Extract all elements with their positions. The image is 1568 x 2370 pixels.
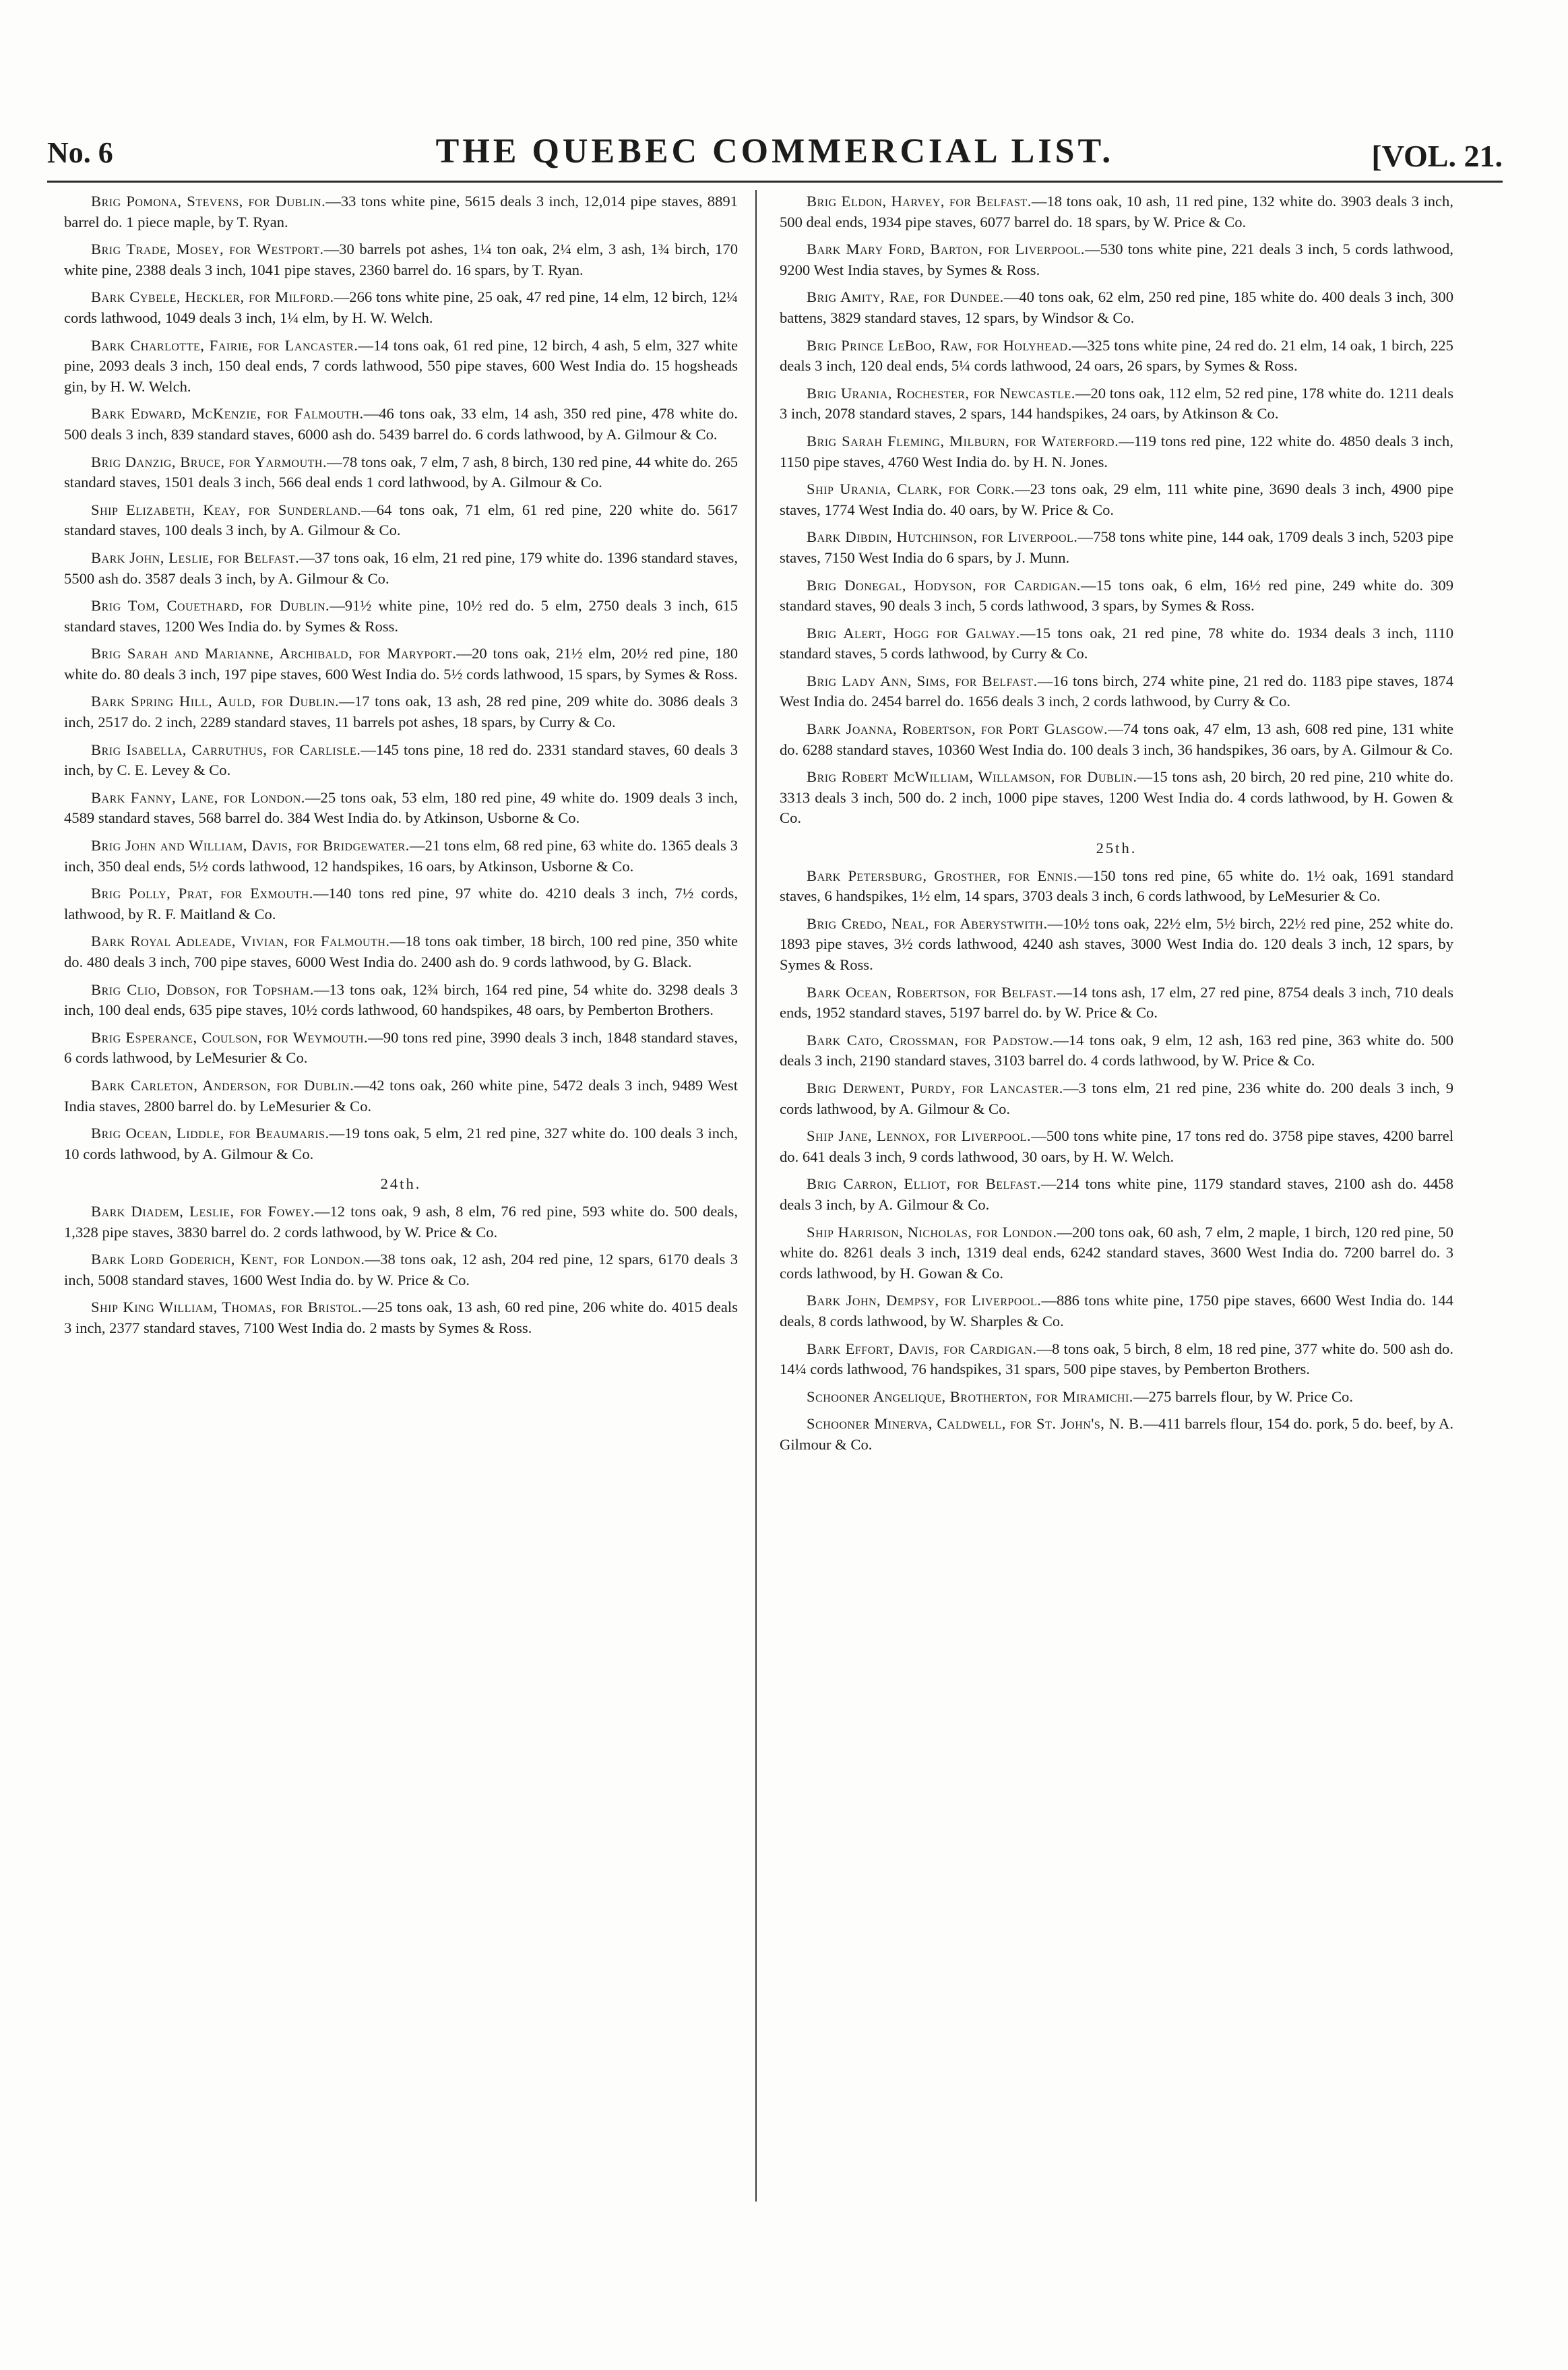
- vessel-name: Brig John and William, Davis, for Bridgewater.: [91, 837, 410, 854]
- vessel-name: Brig Amity, Rae, for Dundee.: [807, 288, 1004, 306]
- vessel-name: Schooner Minerva, Caldwell, for St. John's, N. B.: [807, 1415, 1143, 1433]
- cargo-details: —46 tons oak, 33 elm, 14 ash, 350 red pine, 478 white do. 500 deals 3 inch, 839 standard staves, 6000 ash do. 5439 barrel do. 6 cords lathwood, by A. Gilmour & Co.: [64, 405, 738, 443]
- vessel-name: Ship Elizabeth, Keay, for Sunderland.: [91, 501, 362, 518]
- shipping-entry: [64, 1297, 738, 1338]
- vessel-name: Bark Ocean, Robertson, for Belfast.: [807, 983, 1057, 1001]
- vessel-name: Bark Carleton, Anderson, for Dublin.: [91, 1076, 354, 1094]
- cargo-details: —40 tons oak, 62 elm, 250 red pine, 185 white do. 400 deals 3 inch, 300 battens, 3829 standard staves, 12 spars, by Windsor & Co.: [780, 288, 1453, 326]
- shipping-entry: [780, 719, 1453, 760]
- vessel-name: Brig Ocean, Liddle, for Beaumaris.: [91, 1125, 330, 1142]
- cargo-details: —214 tons white pine, 1179 standard staves, 2100 ash do. 4458 deals 3 inch, by A. Gilmour & Co.: [780, 1175, 1453, 1213]
- cargo-details: —325 tons white pine, 24 red do. 21 elm, 14 oak, 1 birch, 225 deals 3 inch, 120 deal ends, 5¼ cords lathwood, 24 oars, 26 spars, by Symes & Ross.: [780, 336, 1453, 375]
- cargo-details: —20 tons oak, 112 elm, 52 red pine, 178 white do. 1211 deals 3 inch, 2078 standard staves, 2 spars, 144 handspikes, 24 oars, by Atkinson & Co.: [780, 384, 1453, 423]
- shipping-entry: [64, 239, 738, 280]
- shipping-entry: [64, 1249, 738, 1290]
- vessel-name: Brig Polly, Prat, for Exmouth.: [91, 885, 313, 902]
- cargo-details: —14 tons oak, 61 red pine, 12 birch, 4 ash, 5 elm, 327 white pine, 2093 deals 3 inch, 150 deal ends, 7 cords lathwood, 550 pipe staves, 600 West India do. 15 hogsheads gin, by H. W. Welch.: [64, 336, 738, 395]
- cargo-details: —150 tons red pine, 65 white do. 1½ oak, 1691 standard staves, 6 handspikes, 1½ elm, 14 spars, 3703 deals 3 inch, 6 cords lathwood, by LeMesurier & Co.: [780, 867, 1453, 905]
- shipping-entry: [64, 452, 738, 493]
- cargo-details: —140 tons red pine, 97 white do. 4210 deals 3 inch, 7½ cords, lathwood, by R. F. Maitland & Co.: [64, 885, 738, 923]
- column-divider: [755, 190, 757, 2202]
- vessel-name: Ship King William, Thomas, for Bristol.: [91, 1299, 363, 1316]
- cargo-details: —18 tons oak timber, 18 birch, 100 red pine, 350 white do. 480 deals 3 inch, 700 pipe staves, 6000 West India do. 2400 ash do. 9 cords lathwood, by G. Black.: [64, 933, 738, 970]
- vessel-name: Ship Harrison, Nicholas, for London.: [807, 1223, 1057, 1241]
- vessel-name: Bark Joanna, Robertson, for Port Glasgow.: [807, 720, 1108, 738]
- vessel-name: Bark Edward, McKenzie, for Falmouth.: [91, 405, 364, 423]
- shipping-entry: [64, 1075, 738, 1117]
- cargo-details: —64 tons oak, 71 elm, 61 red pine, 220 white do. 5617 standard staves, 100 deals 3 inch, by A. Gilmour & Co.: [64, 501, 739, 539]
- vessel-name: Brig Sarah and Marianne, Archibald, for Maryport.: [91, 645, 457, 662]
- vessel-name: Bark Petersburg, Grosther, for Ennis.: [807, 867, 1078, 884]
- header-rule: [47, 181, 1503, 183]
- shipping-entry: [780, 287, 1453, 328]
- vessel-name: Bark John, Dempsy, for Liverpool.: [807, 1292, 1042, 1309]
- shipping-entry: [780, 767, 1453, 829]
- vessel-name: Brig Carron, Elliot, for Belfast.: [807, 1175, 1041, 1193]
- cargo-details: —25 tons oak, 53 elm, 180 red pine, 49 white do. 1909 deals 3 inch, 4589 standard staves, 568 barrel do. 384 West India do. by Atkinson, Usborne & Co.: [64, 788, 738, 827]
- vessel-name: Bark Lord Goderich, Kent, for London.: [91, 1251, 365, 1268]
- cargo-details: —18 tons oak, 10 ash, 11 red pine, 132 white do. 3903 deals 3 inch, 500 deal ends, 1934 pipe staves, 6077 barrel do. 18 spars, by W. Price & Co.: [780, 193, 1453, 230]
- cargo-details: —78 tons oak, 7 elm, 7 ash, 8 birch, 130 red pine, 44 white do. 265 standard staves, 1501 deals 3 inch, 566 deal ends 1 cord lathwood, by A. Gilmour & Co.: [64, 453, 738, 491]
- cargo-details: —886 tons white pine, 1750 pipe staves, 6600 West India do. 144 deals, 8 cords lathwood, by W. Sharples & Co.: [780, 1292, 1453, 1330]
- cargo-details: —119 tons red pine, 122 white do. 4850 deals 3 inch, 1150 pipe staves, 4760 West India do. by H. N. Jones.: [780, 432, 1453, 470]
- cargo-details: —14 tons oak, 9 elm, 12 ash, 163 red pine, 363 white do. 500 deals 3 inch, 2190 standard staves, 3103 barrel do. 4 cords lathwood, by W. Price & Co.: [780, 1031, 1453, 1069]
- vessel-name: Brig Alert, Hogg for Galway.: [807, 624, 1020, 642]
- shipping-entry: [780, 1290, 1453, 1332]
- issue-number: No. 6: [47, 136, 113, 169]
- shipping-entry: [780, 866, 1453, 907]
- volume-number: [VOL. 21.: [1371, 139, 1503, 173]
- shipping-entry: [780, 623, 1453, 664]
- shipping-entry: [780, 191, 1453, 232]
- cargo-details: —758 tons white pine, 144 oak, 1709 deals 3 inch, 5203 pipe staves, 7150 West India do 6 spars, by J. Munn.: [780, 528, 1453, 566]
- vessel-name: Brig Danzig, Bruce, for Yarmouth.: [91, 453, 327, 470]
- vessel-name: Schooner Angelique, Brotherton, for Miramichi.: [807, 1387, 1133, 1405]
- cargo-details: —10½ tons oak, 22½ elm, 5½ birch, 22½ red pine, 252 white do. 1893 pipe staves, 3½ cords lathwood, 4240 ash staves, 3000 West India do. 120 deals 3 inch, 12 spars, by Symes & Ross.: [780, 914, 1453, 973]
- cargo-details: —21 tons elm, 68 red pine, 63 white do. 1365 deals 3 inch, 350 deal ends, 5½ cords lathwood, 12 handspikes, 16 oars, by Atkinson, Usborne & Co.: [64, 837, 738, 875]
- shipping-entry: [780, 983, 1453, 1024]
- vessel-name: Brig Urania, Rochester, for Newcastle.: [807, 384, 1075, 402]
- shipping-entry: [64, 691, 738, 732]
- vessel-name: Bark Mary Ford, Barton, for Liverpool.: [807, 241, 1086, 258]
- shipping-entry: [64, 644, 738, 685]
- date-heading: 25th.: [1096, 840, 1137, 857]
- cargo-details: —23 tons oak, 29 elm, 111 white pine, 3690 deals 3 inch, 4900 pipe staves, 1774 West India do. 40 oars, by W. Price & Co.: [780, 480, 1454, 518]
- vessel-name: Brig Credo, Neal, for Aberystwith.: [807, 914, 1048, 932]
- shipping-entry: [64, 191, 738, 232]
- vessel-name: Brig Isabella, Carruthus, for Carlisle.: [91, 741, 361, 758]
- cargo-details: —90 tons red pine, 3990 deals 3 inch, 1848 standard staves, 6 cords lathwood, by LeMesurier & Co.: [64, 1028, 738, 1067]
- cargo-details: —19 tons oak, 5 elm, 21 red pine, 327 white do. 100 deals 3 inch, 10 cords lathwood, by A. Gilmour & Co.: [64, 1125, 738, 1162]
- vessel-name: Brig Eldon, Harvey, for Belfast.: [807, 193, 1032, 210]
- shipping-entry: [64, 1028, 738, 1069]
- vessel-name: Bark Cybele, Heckler, for Milford.: [91, 288, 334, 306]
- vessel-name: Bark Dibdin, Hutchinson, for Liverpool.: [807, 528, 1078, 546]
- shipping-entry: [780, 239, 1453, 280]
- cargo-details: —15 tons oak, 6 elm, 16½ red pine, 249 white do. 309 standard staves, 90 deals 3 inch, 5 cords lathwood, 3 spars, by Symes & Ross.: [780, 576, 1453, 615]
- vessel-name: Brig Pomona, Stevens, for Dublin.: [91, 193, 326, 210]
- shipping-entry: [780, 336, 1453, 377]
- cargo-details: —266 tons white pine, 25 oak, 47 red pine, 14 elm, 12 birch, 12¼ cords lathwood, 1049 deals 3 inch, 1¼ elm, by H. W. Welch.: [64, 288, 738, 326]
- vessel-name: Bark Cato, Crossman, for Padstow.: [807, 1031, 1054, 1049]
- cargo-details: —16 tons birch, 274 white pine, 21 red do. 1183 pipe staves, 1874 West India do. 2454 barrel do. 1656 deals 3 inch, 2 cords lathwood, by Curry & Co.: [780, 672, 1453, 710]
- vessel-name: Brig Tom, Couethard, for Dublin.: [91, 597, 330, 615]
- cargo-details: —91½ white pine, 10½ red do. 5 elm, 2750 deals 3 inch, 615 standard staves, 1200 Wes India do. by Symes & Ross.: [64, 597, 738, 635]
- shipping-entry: [64, 500, 738, 541]
- cargo-details: —13 tons oak, 12¾ birch, 164 red pine, 54 white do. 3298 deals 3 inch, 100 deal ends, 635 pipe staves, 10½ cords lathwood, 60 handspikes, 48 oars, by Pemberton Brothers.: [64, 980, 738, 1019]
- cargo-details: —145 tons pine, 18 red do. 2331 standard staves, 60 deals 3 inch, by C. E. Levey & Co.: [64, 741, 738, 779]
- cargo-details: —37 tons oak, 16 elm, 21 red pine, 179 white do. 1396 standard staves, 5500 ash do. 3587 deals 3 inch, by A. Gilmour & Co.: [64, 549, 738, 587]
- vessel-name: Brig Clio, Dobson, for Topsham.: [91, 980, 314, 998]
- vessel-name: Bark John, Leslie, for Belfast.: [91, 549, 300, 566]
- cargo-details: —33 tons white pine, 5615 deals 3 inch, 12,014 pipe staves, 8891 barrel do. 1 piece maple, by T. Ryan.: [64, 193, 738, 230]
- cargo-details: —3 tons elm, 21 red pine, 236 white do. 200 deals 3 inch, 9 cords lathwood, by A. Gilmour & Co.: [780, 1079, 1453, 1117]
- vessel-name: Bark Charlotte, Fairie, for Lancaster.: [91, 336, 358, 354]
- shipping-entry: [780, 431, 1453, 472]
- vessel-name: Ship Jane, Lennox, for Liverpool.: [807, 1127, 1032, 1145]
- cargo-details: —530 tons white pine, 221 deals 3 inch, 5 cords lathwood, 9200 West India staves, by Symes & Ross.: [780, 241, 1453, 278]
- cargo-details: —38 tons oak, 12 ash, 204 red pine, 12 spars, 6170 deals 3 inch, 5008 standard staves, 1600 West India do. by W. Price & Co.: [64, 1251, 738, 1288]
- vessel-name: Brig Sarah Fleming, Milburn, for Waterford.: [807, 432, 1119, 449]
- vessel-name: Brig Derwent, Purdy, for Lancaster.: [807, 1079, 1063, 1096]
- cargo-details: —500 tons white pine, 17 tons red do. 3758 pipe staves, 4200 barrel do. 641 deals 3 inch, 9 cords lathwood, 30 oars, by H. W. Welch.: [780, 1127, 1454, 1165]
- cargo-details: —8 tons oak, 5 birch, 8 elm, 18 red pine, 377 white do. 500 ash do. 14¼ cords lathwood, 76 handspikes, 31 spars, 500 pipe staves, by Pemberton Brothers.: [780, 1340, 1453, 1378]
- shipping-entry: [780, 479, 1453, 520]
- vessel-name: Ship Urania, Clark, for Cork.: [807, 480, 1015, 498]
- shipping-entry: [64, 1202, 738, 1243]
- shipping-entry: [780, 671, 1453, 712]
- cargo-details: —411 barrels flour, 154 do. pork, 5 do. beef, by A. Gilmour & Co.: [780, 1415, 1453, 1453]
- page-header: [47, 131, 1503, 185]
- shipping-entry: [64, 980, 738, 1021]
- vessel-name: Brig Donegal, Hodyson, for Cardigan.: [807, 576, 1081, 594]
- shipping-entry: [780, 1174, 1453, 1215]
- cargo-details: —14 tons ash, 17 elm, 27 red pine, 8754 deals 3 inch, 710 deals ends, 1952 standard staves, 5197 barrel do. by W. Price & Co.: [780, 983, 1453, 1022]
- cargo-details: —15 tons oak, 21 red pine, 78 white do. 1934 deals 3 inch, 1110 standard staves, 5 cords lathwood, by Curry & Co.: [780, 624, 1453, 662]
- vessel-name: Bark Fanny, Lane, for London.: [91, 788, 305, 806]
- cargo-details: —20 tons oak, 21½ elm, 20½ red pine, 180 white do. 80 deals 3 inch, 197 pipe staves, 600 West India do. 5½ cords lathwood, 15 spars, by Symes & Ross.: [64, 645, 739, 683]
- shipping-entry: [64, 883, 738, 925]
- shipping-entry: [64, 931, 738, 972]
- shipping-entry: [780, 1030, 1453, 1071]
- shipping-entry: [64, 548, 738, 589]
- cargo-details: —275 barrels flour, by W. Price Co.: [1133, 1387, 1353, 1405]
- shipping-entry: [64, 596, 738, 637]
- shipping-entry: [780, 1078, 1453, 1119]
- shipping-entry: [780, 575, 1453, 617]
- vessel-name: Brig Lady Ann, Sims, for Belfast.: [807, 672, 1038, 689]
- shipping-entry: [780, 1414, 1453, 1455]
- vessel-name: Bark Royal Adleade, Vivian, for Falmouth.: [91, 933, 390, 950]
- left-column: [64, 191, 738, 1339]
- vessel-name: Brig Esperance, Coulson, for Weymouth.: [91, 1028, 369, 1046]
- shipping-entry: [64, 404, 738, 445]
- shipping-entry: [780, 1222, 1453, 1284]
- shipping-entry: [780, 383, 1453, 425]
- cargo-details: —12 tons oak, 9 ash, 8 elm, 76 red pine, 593 white do. 500 deals, 1,328 pipe staves, 3830 barrel do. 2 cords lathwood, by W. Price & Co.: [64, 1202, 739, 1241]
- shipping-entry: [64, 836, 738, 877]
- shipping-entry: [780, 914, 1453, 976]
- vessel-name: Bark Effort, Davis, for Cardigan.: [807, 1340, 1037, 1357]
- publication-title: THE QUEBEC COMMERCIAL LIST.: [435, 132, 1115, 170]
- cargo-details: —200 tons oak, 60 ash, 7 elm, 2 maple, 1 birch, 120 red pine, 50 white do. 8261 deals 3 inch, 1319 deal ends, 6242 standard staves, 3600 West India do. 7200 barrel do. 3 cords lathwood, by H. Gowan & Co.: [780, 1223, 1453, 1282]
- vessel-name: Brig Robert McWilliam, Willamson, for Dublin.: [807, 768, 1137, 786]
- shipping-entry: [64, 740, 738, 781]
- cargo-details: —15 tons ash, 20 birch, 20 red pine, 210 white do. 3313 deals 3 inch, 500 do. 2 inch, 1000 pipe staves, 1200 West India do. 4 cords lathwood, by H. Gowen & Co.: [780, 768, 1453, 827]
- cargo-details: —42 tons oak, 260 white pine, 5472 deals 3 inch, 9489 West India staves, 2800 barrel do. by LeMesurier & Co.: [64, 1076, 738, 1115]
- shipping-entry: [64, 1123, 738, 1164]
- shipping-entry: [64, 788, 738, 829]
- right-column: [780, 191, 1453, 1455]
- shipping-entry: [780, 1387, 1453, 1408]
- cargo-details: —25 tons oak, 13 ash, 60 red pine, 206 white do. 4015 deals 3 inch, 2377 standard staves, 7100 West India do. 2 masts by Symes & Ross.: [64, 1299, 738, 1336]
- vessel-name: Bark Spring Hill, Auld, for Dublin.: [91, 693, 340, 710]
- vessel-name: Brig Prince LeBoo, Raw, for Holyhead.: [807, 336, 1072, 354]
- cargo-details: —17 tons oak, 13 ash, 28 red pine, 209 white do. 3086 deals 3 inch, 2517 do. 2 inch, 2289 standard staves, 11 barrels pot ashes, 18 spars, by Curry & Co.: [64, 693, 738, 731]
- shipping-entry: [780, 1339, 1453, 1380]
- cargo-details: —74 tons oak, 47 elm, 13 ash, 608 red pine, 131 white do. 6288 standard staves, 10360 West India do. 100 deals 3 inch, 36 handspikes, 36 oars, by A. Gilmour & Co.: [780, 720, 1453, 758]
- shipping-entry: [64, 287, 738, 328]
- vessel-name: Brig Trade, Mosey, for Westport.: [91, 241, 324, 258]
- date-heading: 24th.: [380, 1175, 422, 1193]
- shipping-entry: [780, 527, 1453, 568]
- cargo-details: —30 barrels pot ashes, 1¼ ton oak, 2¼ elm, 3 ash, 1¾ birch, 170 white pine, 2388 deals 3 inch, 1041 pipe staves, 2360 barrel do. 16 spars, by T. Ryan.: [64, 241, 738, 278]
- shipping-entry: [780, 1126, 1453, 1167]
- vessel-name: Bark Diadem, Leslie, for Fowey.: [91, 1202, 315, 1220]
- shipping-entry: [64, 336, 738, 398]
